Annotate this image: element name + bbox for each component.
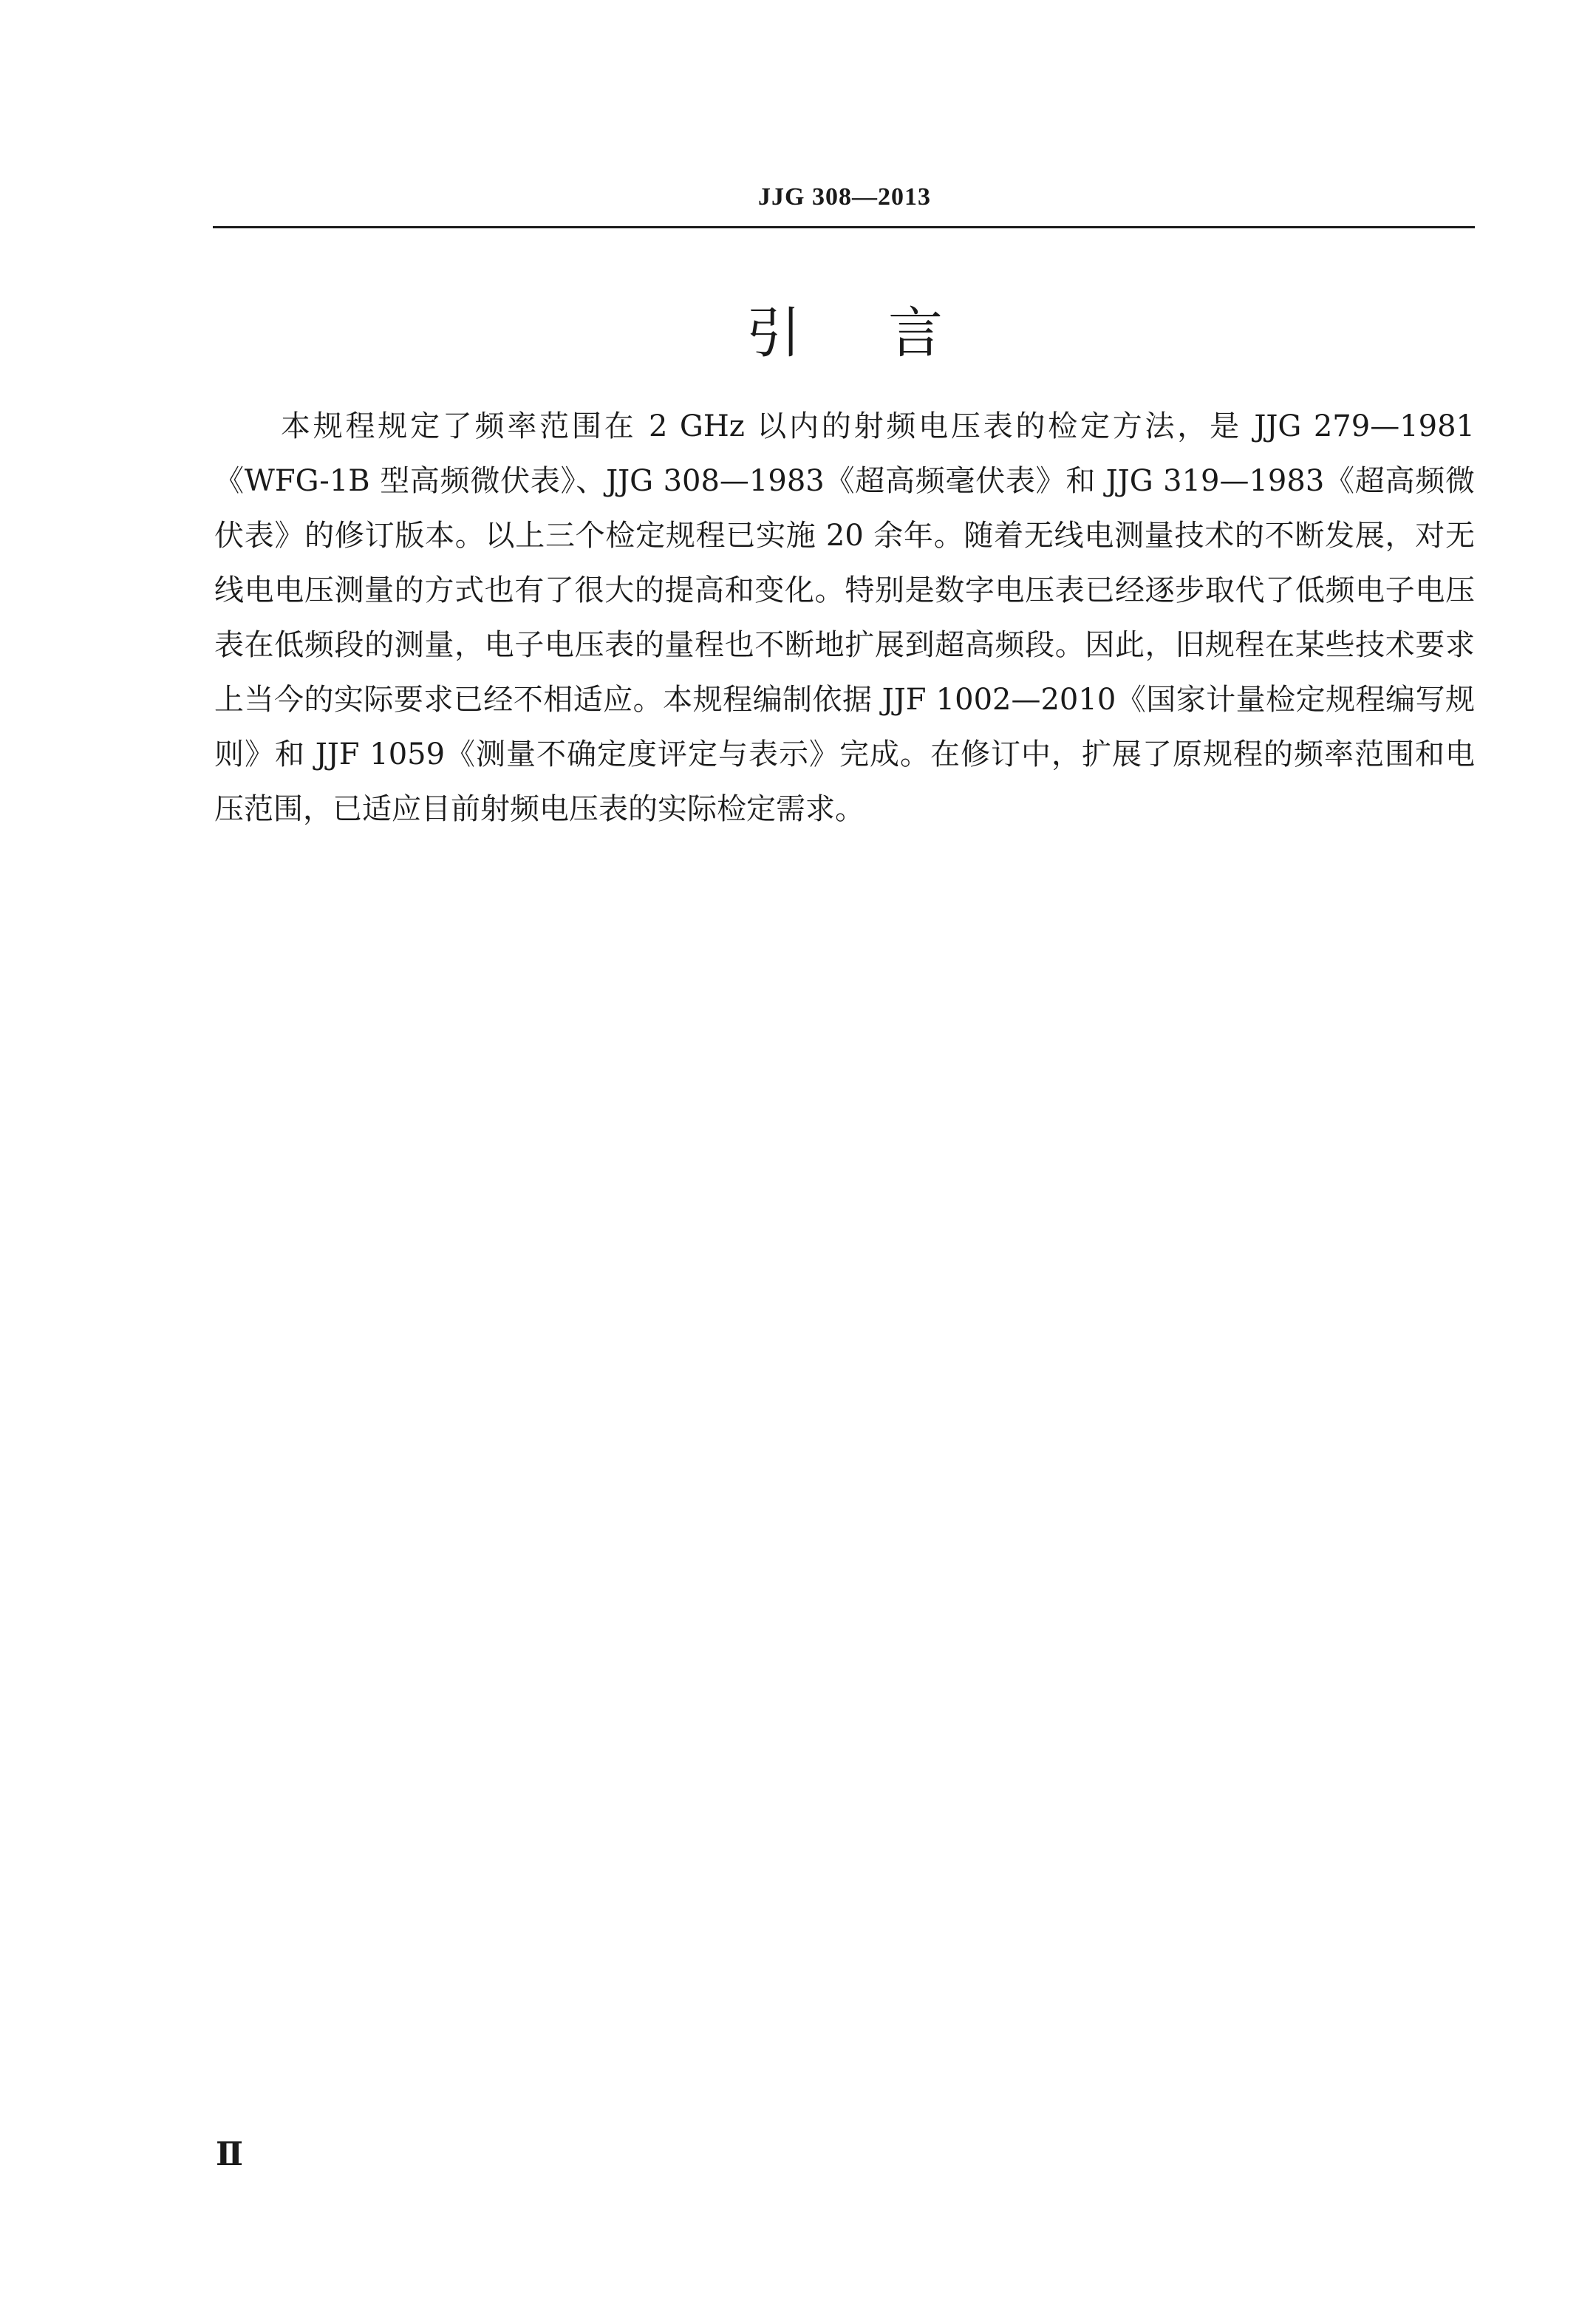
section-title: 引言 — [746, 301, 1030, 365]
standard-code-header: JJG 308—2013 — [758, 183, 931, 211]
body-paragraph: 本规程规定了频率范围在 2 GHz 以内的射频电压表的检定方法，是 JJG 279—1981《WFG-1B 型高频微伏表》、JJG 308—1983《超高频毫伏表》和 JJG 319—1983《超高频微伏表》的修订版本。以上三个检定规程已实施 20 余年。随着无线电测量技术的不断发展，对无线电电压测量的方式也有了很大的提高和变化。特别是数字电压表已经逐步取代了低频电子电压表在低频段的测量，电子电压表的量程也不断地扩展到超高频段。因此，旧规程在某些技术要求上当今的实际要求已经不相适应。本规程编制依据 JJF 1002—2010《国家计量检定规程编写规则》和 JJF 1059《测量不确定度评定与表示》完成。在修订中，扩展了原规程的频率范围和电压范围，已适应目前射频电压表的实际检定需求。 — [214, 409, 1475, 826]
header-divider — [213, 226, 1475, 228]
page-number: Ⅱ — [216, 2136, 242, 2172]
